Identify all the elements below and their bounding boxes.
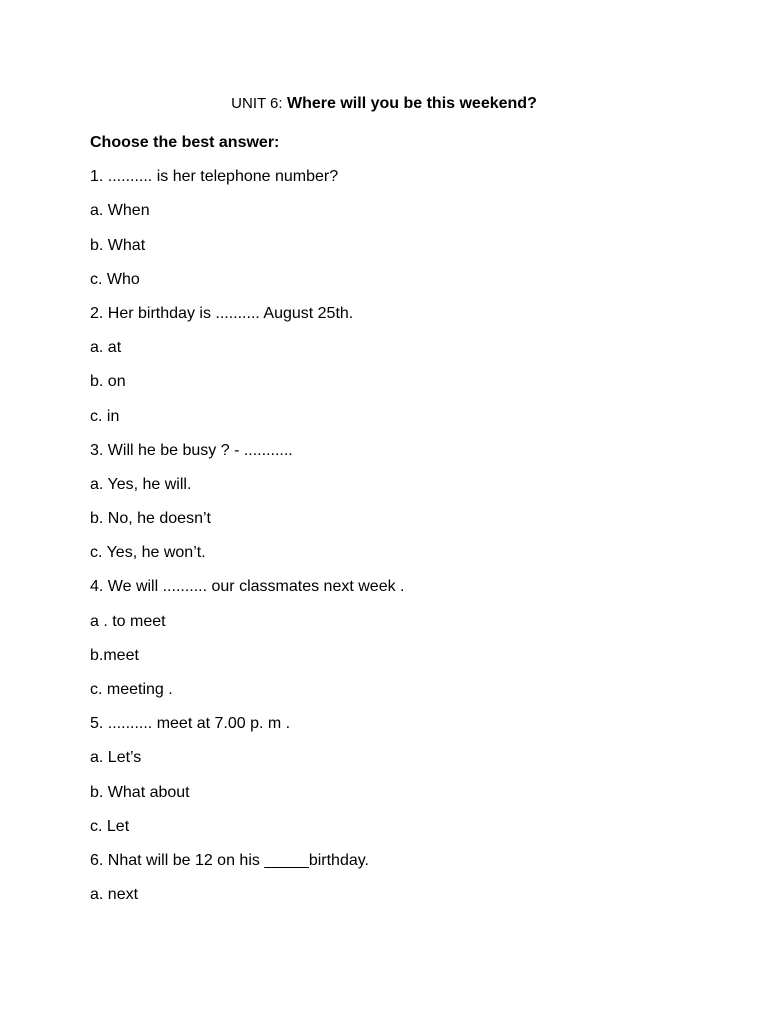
title-prefix: UNIT 6: — [231, 95, 283, 112]
option-1c: c. Who — [90, 270, 140, 288]
title-main: Where will you be this weekend? — [282, 95, 537, 112]
option-5c: c. Let — [90, 817, 130, 835]
option-2b: b. on — [90, 373, 126, 391]
option-1a: a. When — [90, 202, 150, 220]
question-2: 2. Her birthday is .......... August 25th. — [90, 304, 354, 322]
question-3: 3. Will he be busy ? - ........... — [90, 441, 293, 459]
option-4c: c. meeting . — [90, 681, 173, 698]
page-title — [0, 95, 768, 113]
option-5b: b. What about — [90, 783, 190, 801]
option-3a: a. Yes, he will. — [90, 475, 192, 493]
option-2a: a. at — [90, 339, 122, 357]
question-6: 6. Nhat will be 12 on his _____birthday. — [90, 851, 369, 869]
option-4a: a . to meet — [90, 612, 166, 630]
option-3b: b. No, he doesn’t — [90, 510, 211, 528]
option-6a: a. next — [90, 886, 139, 904]
option-5a: a. Let’s — [90, 749, 142, 767]
question-4: 4. We will .......... our classmates next week . — [90, 578, 405, 596]
instruction: Choose the best answer: — [90, 134, 280, 151]
option-2c: c. in — [90, 407, 120, 425]
worksheet-body — [90, 126, 710, 912]
question-1: 1. .......... is her telephone number? — [90, 168, 339, 186]
option-1b: b. What — [90, 236, 146, 254]
question-5: 5. .......... meet at 7.00 p. m . — [90, 715, 291, 733]
option-4b: b.meet — [90, 646, 139, 664]
option-3c: c. Yes, he won’t. — [90, 544, 206, 562]
